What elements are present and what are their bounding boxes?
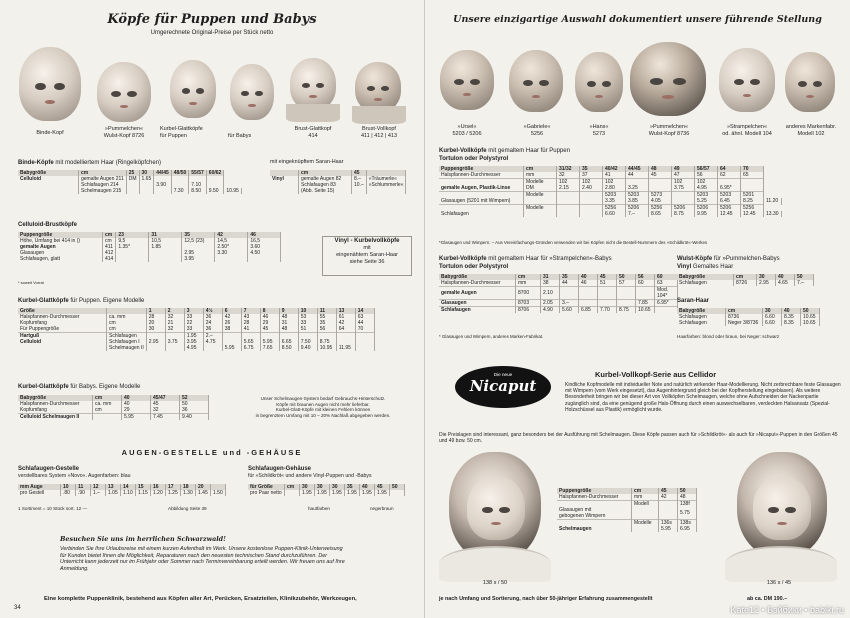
head-caption: »Pummelchen« Wulst-Kopf 8726 <box>103 126 145 139</box>
head-caption: »Pummelchen« Wulst-Kopf 8736 <box>648 124 690 137</box>
gestelle-table <box>18 484 226 496</box>
kurbel-puppen-title: Kurbel-Glattköpfe für Puppen. Eigene Modelle <box>18 298 145 304</box>
voll2-title2: Tortulon oder Polystyrol <box>439 264 509 270</box>
table-row: Halspfannen-Durchmesser ca. mm 40 45 50 <box>18 401 209 407</box>
gehaeuse-foot-right: negerbraun <box>370 506 394 511</box>
table-header: Puppengröße cm 45 50 <box>557 488 697 494</box>
wulst-saran-table <box>677 308 820 326</box>
watermark: Kate12 • Бэйбики • babiki.ru <box>730 605 844 615</box>
visit-text: Verbinden Sie Ihre Urlaubsreise mit einem kurzen Aufenthalt im Werk. Unsere kostenlose Puppen-Klinik-Unterweisung für Kunden bietet Ihnen die Möglichkeit, Reparaturen nach den neuesten technischen Stand durchzuführen. Der Unterricht kann jederzeit nur im Frühjahr oder Sommer nach Terminvereinbarung erteilt werden. Wir freuen uns auf Ihre Anmeldung. <box>60 546 345 572</box>
table-row: Halspfannen-Durchmesser mm 32 37 41 44 45 47 56 62 65 <box>439 172 781 179</box>
nicaput-footer: je nach Umfang und Sortierung, nach über 50-jähriger Erfahrung zusammengestellt <box>439 596 653 602</box>
gehaeuse-title: Schlafaugen-Gehäuse <box>248 466 312 472</box>
table-row: Für Puppengröße cm 30 32 33 36 38 41 45 48 51 56 64 70 <box>18 326 374 333</box>
head-caption: »Strampelchen« od. ähnl. Modell 104 <box>722 124 772 137</box>
kurbel-puppen-table <box>18 308 375 351</box>
photo-caption: 136 s / 45 <box>766 580 792 586</box>
table-row: Schelmaugen 215 7.30 8.50 9.50 10.95 <box>18 188 241 194</box>
table-header: cm 45 <box>270 170 406 176</box>
page-number: 34 <box>14 605 21 611</box>
table-row: Halspfannen-Durchmesser mm 38 44 46 51 57 60 63 <box>439 280 678 287</box>
nicaput-text2: Die Preislagen sind interessant, ganz besonders bei der Ausführung mit Schelmaugen. Diese Köpfe passen auch für »Schildkröt«- als auch für »Nicaput«-Puppen in den Größen 45 und 49 bzw. 50 cm. <box>439 432 838 445</box>
table-header: Puppengröße cm 23 31 35 42 46 <box>18 232 281 238</box>
head-caption: Binde-Kopf <box>36 130 64 136</box>
gestelle-title: Schlafaugen-Gestelle <box>18 466 80 472</box>
table-row: Schlafaugen 214 3.90 7.10 <box>18 182 241 188</box>
table-header: Babygröße cm 31 35 40 45 50 56 60 <box>439 274 678 280</box>
table-header: für Größe cm 30 30 30 35 40 45 50 <box>248 484 405 490</box>
table-row: Schlafaugen 8726 2.95 4.65 7.– <box>677 280 814 286</box>
left-page-title: Köpfe für Puppen und Babys <box>107 12 317 27</box>
table-row: Celluloid gemalte Augen 211 DM 1.65 <box>18 176 241 182</box>
table-header: Größe 1 2 3 4½ 6 7 8 9 10 11 13 14 <box>18 308 374 314</box>
table-row: Schlafaugen Neger 3/8736 6.60 8.35 10.65 <box>677 320 820 326</box>
brust-title: Celluloid-Brustköpfe <box>18 222 78 228</box>
table-row: Glasaugen 8703 2.05 3.– 7.85 6.95* <box>439 300 678 307</box>
kurbel-babys-table <box>18 395 209 420</box>
gehaeuse-subtitle: für »Schildkröt« und andere Vinyl-Puppen und -Babys <box>248 473 372 479</box>
table-row: gemalte Augen, Plastik-Linse DM 2.15 2.40 2.80 3.25 3.75 4.95 6.95* <box>439 185 781 192</box>
table-row: Modelle 5203 5203 5273 5203 5203 5201 <box>439 192 781 199</box>
table-row: Celluloid Schelmaugen II 5.95 7.45 9.40 <box>18 414 209 421</box>
voll1-title: Kurbel-Vollköpfe mit gemaltem Haar für Puppen <box>439 148 570 154</box>
table-row: Modelle 102 102 102 102 102 <box>439 179 781 186</box>
nicaput-badge: Die neue Nicaput <box>455 366 551 408</box>
binde-saran-title: mit eingeknüpftem Saran-Haar <box>270 159 344 165</box>
table-row: Vinyl gemalte Augen 82 8.– »Träumerle« <box>270 176 406 182</box>
table-row: Celluloid Schlafaugen I 2.95 3.75 3.95 4.75 5.65 5.95 6.65 7.50 8.75 <box>18 339 374 345</box>
table-header: mm Auge 10 11 12 13 14 15 16 17 18 20 <box>18 484 225 490</box>
table-row: Glasaugen (5201 mit Wimpern) 3.35 3.85 4.05 5.25 6.45 8.25 11.20 <box>439 198 781 205</box>
photo-caption: 138 s / 50 <box>482 580 508 586</box>
head-caption: »Ursel« 5203 / 5206 <box>452 124 482 137</box>
brust-table <box>18 232 281 262</box>
table-row: gemalte Augen 8700 2.10 Mod. 104* <box>439 287 678 300</box>
kurbel-babys-title: Kurbel-Glattköpfe für Babys. Eigene Modelle <box>18 384 141 390</box>
wulst-title2: Vinyl Gemaltes Haar <box>677 264 734 270</box>
voll1-note: *Glasaugen und Wimpern. – Aus Vereinfachungs-Gründen verwenden wir bei Köpfen nicht die Bestell-Nummern des »Schildkröt«-Werkes <box>439 240 708 245</box>
augen-heading: AUGEN-GESTELLE und -GEHÄUSE <box>121 448 303 457</box>
table-row: Schlafaugen 8706 4.90 5.60 6.85 7.70 8.75 10.65 <box>439 307 678 314</box>
table-row: Halspfannen-Durchmesser mm 42 48 <box>557 494 697 501</box>
kurbel-babys-notes: Unser Schelmaugen-System bedarf Gebrauchs-Hinterschutz. Köpfe mit braunen Augen nicht mehr lieferbar. Kurbel-Glatt-Köpfe mit kleinen Fehlern können in begrenztem Umfang mit 10 – 20% Nachlaß abgegeben werden. <box>255 396 391 418</box>
head-caption: Kurbel-Glattköpfe für Puppen <box>160 126 203 139</box>
gehaeuse-table <box>248 484 405 496</box>
nicaput-table <box>557 488 697 532</box>
binde-title: Binde-Köpfe mit modelliertem Haar (Ringelköpfchen) <box>18 160 162 166</box>
binde-table <box>18 170 242 194</box>
head-caption: »Hans« 5273 <box>589 124 609 137</box>
table-row: pro Paar netto 1.95 1.95 1.95 1.95 1.95 1.95 <box>248 490 405 496</box>
voll2-title: Kurbel-Vollköpfe mit gemaltem Haar für »Strampelchen«-Babys <box>439 256 612 262</box>
voll1-title2: Tortulon oder Polystyrol <box>439 156 509 162</box>
table-row: (Abb. Seite 15) <box>270 188 406 194</box>
gehaeuse-foot-left: hautfarben <box>308 506 330 511</box>
table-row: Schlafaugen 6.60 7.– 8.65 8.75 9.95 12.45 12.45 13.30 <box>439 211 781 217</box>
table-row: Modell 138f <box>557 501 697 508</box>
table-row: Halspfannen-Durchmesser ca. mm 28 32 33 36 42 43 46 48 53 55 61 63 <box>18 314 374 320</box>
left-footer: Eine komplette Puppenklinik, bestehend aus Köpfen aller Art, Perücken, Ersatzteilen, Klinikzubehör, Werkzeugen, <box>44 596 357 602</box>
table-header: Babygröße cm 30 40 50 <box>677 308 820 314</box>
right-page-title: Unsere einzigartige Auswahl dokumentiert unsere führende Stellung <box>453 14 822 25</box>
table-row: Glasaugen 412 2.95 3.30 4.50 <box>18 250 281 256</box>
gestelle-subtitle: verstellbares System »Novo«. Augenfarben: blau <box>18 473 131 479</box>
wulst-table <box>677 274 814 286</box>
vinyl-kurbel-box: Vinyl - Kurbelvollköpfe mit eingenähtem Saran-Haar siehe Seite 36 <box>322 236 412 276</box>
head-caption: anderes Markenfabr. Modell 102 <box>785 124 837 137</box>
table-row: gemalte Augen 411 1.35* 1.85 2.50* 3.60 <box>18 244 281 250</box>
table-row: Hartguß Schlafaugen 1.95 2.– <box>18 333 374 340</box>
table-header: Babygröße cm 30 40 50 <box>677 274 814 280</box>
table-row: Schlafaugen, glatt 414 3.95 <box>18 256 281 262</box>
voll1-table <box>439 166 782 217</box>
visit-title: Besuchen Sie uns im herrlichen Schwarzwald! <box>60 535 226 543</box>
head-caption: Brust-Vollkopf 411 | 412 | 413 <box>360 126 398 139</box>
table-row: Schelmaugen 5.95 6.95 <box>557 526 697 532</box>
table-row: Glasaugen mit gebogenen Wimpern 5.75 <box>557 507 697 520</box>
table-header: Babygröße cm 40 45/47 52 <box>18 395 209 401</box>
brust-footnote: * soweit Vorrat <box>18 280 44 285</box>
table-row: Höhe, Umfang bei 414 in () cm 9,5 10,5 12,5 (23) 14,5 16,5 <box>18 238 281 244</box>
table-row: Kopfumfang cm 29 32 36 <box>18 407 209 414</box>
voll2-table <box>439 274 678 313</box>
gestelle-foot-left: 1 Sortiment = 10 Stück sort. 12 — <box>18 506 88 511</box>
table-header: Puppengröße cm 31/32 35 40/42 44/45 48 49 56/57 64 70 <box>439 166 781 172</box>
table-row: Schlafaugen 83 10.– »Schlummerle« <box>270 182 406 188</box>
binde-saran-table <box>270 170 406 194</box>
table-row: Schelmaugen II 4.95 5.95 6.75 7.65 8.50 9.40 10.95 11.95 <box>18 345 374 351</box>
head-caption: Brust-Glattkopf 414 <box>294 126 332 139</box>
table-row: Schlafaugen 8736 6.60 8.35 10.65 <box>677 314 820 320</box>
table-header: Babygröße cm 25 30 44/45 48/50 55/57 60/62 <box>18 170 241 176</box>
left-page-subtitle: Umgerechnete Original-Preise per Stück netto <box>150 30 274 36</box>
wulst-saran-title: Saran-Haar <box>677 298 710 304</box>
right-page <box>425 0 850 618</box>
table-row: Modelle 5256 5206 5256 5206 5206 5206 5256 <box>439 205 781 212</box>
table-row: Modelle 136s 138s <box>557 520 697 527</box>
table-row: Kopfumfang cm 20 21 22 24 26 28 29 31 33 35 42 44 <box>18 320 374 326</box>
wulst-title: Wulst-Köpfe für »Pummelchen-Babys <box>677 256 780 262</box>
nicaput-price: ab ca. DM 190.– <box>747 596 788 602</box>
nicaput-title: Kurbel-Vollkopf-Serie aus Cellidor <box>595 370 717 379</box>
gestelle-foot-right: Abbildung Seite 39 <box>168 506 207 511</box>
table-row: pro Gestell .80 .90 1.– 1.05 1.10 1.15 1.20 1.25 1.30 1.45 1.50 <box>18 490 225 496</box>
head-caption: für Babys <box>228 133 252 139</box>
head-caption: »Gabriele« 5256 <box>523 124 551 137</box>
voll2-note: * Glasaugen und Wimpern, anderes Marken-Fabrikat. <box>439 334 544 339</box>
nicaput-text: Kindliche Kopfmodelle mit individueller Note und natürlich wirkender Haar-Modellierung. Nicht zerbrechbare feste Glasaugen mit Wimpern (vom Werk eingesetzt), das Augenhintergrund gleich bei der Kopfherstellung eingeblasen). Als weitere Besonderheit bringen wir bei dieser Art von Vollköpfen Schelmaugen, welche ohne Aufschneiden der Nackenpartie zugänglich sind, da eine genügend große Hals-Öffnung durch einen auswechselbaren, verdeckten Halsansatz (Spezial-Holzschüssel aus Plastik) ermöglicht wurde. <box>565 382 841 413</box>
wulst-saran-note: Haarfarben: blond oder braun, bei Neger: schwarz <box>677 334 780 339</box>
